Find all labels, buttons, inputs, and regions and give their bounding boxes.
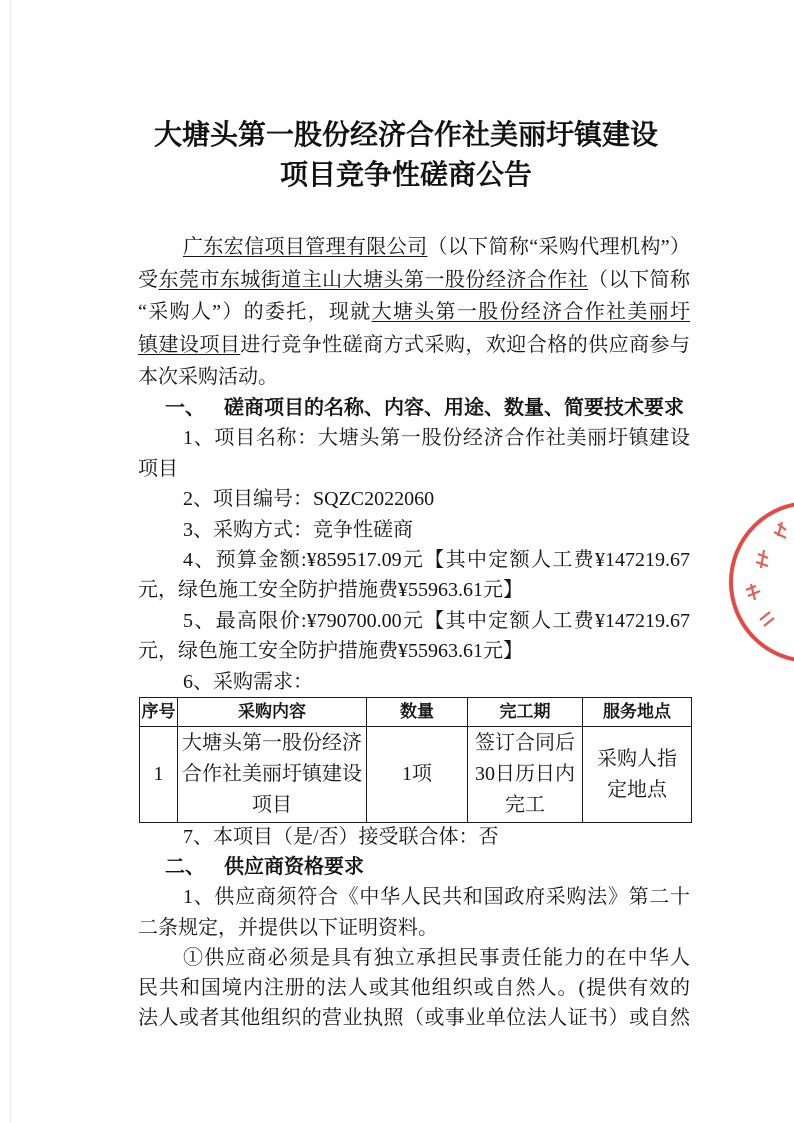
- intro-line: [138, 361, 690, 394]
- section-number: 二、: [165, 856, 205, 879]
- table-header-location: 服务地点: [583, 698, 692, 727]
- project-code: 2、项目编号：SQZC2022060: [183, 488, 435, 511]
- section-1: [138, 393, 690, 697]
- table-header-period: 完工期: [468, 698, 583, 727]
- section-number: 一、: [165, 397, 205, 419]
- intro-line: [138, 329, 690, 362]
- purchaser-name: 东莞市东城街道主山大塘头第一股份经济合作社: [158, 268, 589, 291]
- table-row: [140, 727, 692, 823]
- table-cell-content: 大塘头第一股份经济合作社美丽圩镇建设项目: [182, 732, 362, 816]
- qualification-subitem-line: 民共和国境内注册的法人或其他组织或自然人。(提供有效的: [138, 977, 690, 1000]
- project-name-underlined: 镇建设项目: [138, 333, 241, 356]
- qualification-line: 1、供应商须符合《中华人民共和国政府采购法》第二十: [183, 886, 690, 909]
- max-price-line: 5、最高限价:¥790700.00元【其中定额人工费¥147219.67: [183, 609, 690, 632]
- section-1-heading: [138, 393, 690, 423]
- intro-text: 进行竞争性磋商方式采购，欢迎合格的供应商参与: [240, 333, 691, 356]
- table-cell-period: 签订合同后30日历日内完工: [475, 732, 575, 816]
- seal-ring: [731, 503, 794, 661]
- company-seal: [720, 492, 794, 672]
- qualification-line: 二条规定，并提供以下证明资料。: [138, 916, 438, 939]
- table-cell-location-wrapper: [583, 727, 692, 823]
- qualification-subitem-line: 法人或者其他组织的营业执照（或事业单位法人证书）或自然: [138, 1007, 690, 1030]
- project-name-underlined: 大塘头第一股份经济合作社美丽圩: [371, 301, 690, 323]
- agency-name: 广东宏信项目管理有限公司: [183, 236, 428, 258]
- table-cell-quantity: 1项: [367, 727, 468, 823]
- procurement-method: 3、采购方式：竞争性磋商: [183, 518, 413, 541]
- intro-text: （以下简称“采购代理机构”）: [427, 236, 690, 258]
- title-line: 大塘头第一股份经济合作社美丽圩镇建设: [153, 118, 658, 151]
- consortium-line: 7、本项目（是/否）接受联合体：否: [183, 826, 499, 848]
- table-header-index: 序号: [140, 698, 178, 727]
- intro-text: 受: [138, 268, 159, 291]
- intro-line: [138, 296, 690, 329]
- project-name-line: 1、项目名称：大塘头第一股份经济合作社美丽圩镇建设: [183, 427, 690, 450]
- section-2-block: [138, 822, 690, 1033]
- section-title: 供应商资格要求: [224, 856, 364, 879]
- project-name-line: 项目: [138, 457, 178, 480]
- table-header-content: 采购内容: [178, 698, 367, 727]
- budget-line: 元，绿色施工安全防护措施费¥55963.61元】: [138, 579, 523, 602]
- document-title: [120, 115, 692, 195]
- intro-line: [138, 231, 690, 264]
- intro-paragraph: [138, 231, 690, 394]
- table-cell-period-wrapper: [468, 727, 583, 823]
- intro-text: “采购人”）的委托，现就: [138, 301, 372, 323]
- budget-line: 4、预算金额:¥859517.09元【其中定额人工费¥147219.67: [183, 549, 690, 572]
- table-header-quantity: 数量: [367, 698, 468, 727]
- table-cell-location: 采购人指定地点: [597, 747, 677, 801]
- table-header-row: [140, 698, 692, 727]
- section-title: 磋商项目的名称、内容、用途、数量、简要技术要求: [224, 397, 684, 419]
- seal-lettering-fragment: [746, 522, 786, 626]
- table-cell-index: 1: [140, 727, 178, 823]
- title-line: 项目竞争性磋商公告: [279, 158, 532, 191]
- intro-text: 本次采购活动。: [138, 366, 278, 388]
- section-2-heading: [138, 852, 690, 882]
- scan-edge-line: [10, 0, 11, 1123]
- intro-line: [138, 264, 690, 297]
- intro-text: （以下简称: [588, 268, 691, 291]
- table-cell-content-wrapper: [178, 727, 367, 823]
- max-price-line: 元，绿色施工安全防护措施费¥55963.61元】: [138, 640, 523, 663]
- requirements-label: 6、采购需求：: [183, 670, 313, 693]
- qualification-subitem-line: ①供应商必须是具有独立承担民事责任能力的在中华人: [183, 946, 690, 969]
- requirements-table: [139, 697, 692, 823]
